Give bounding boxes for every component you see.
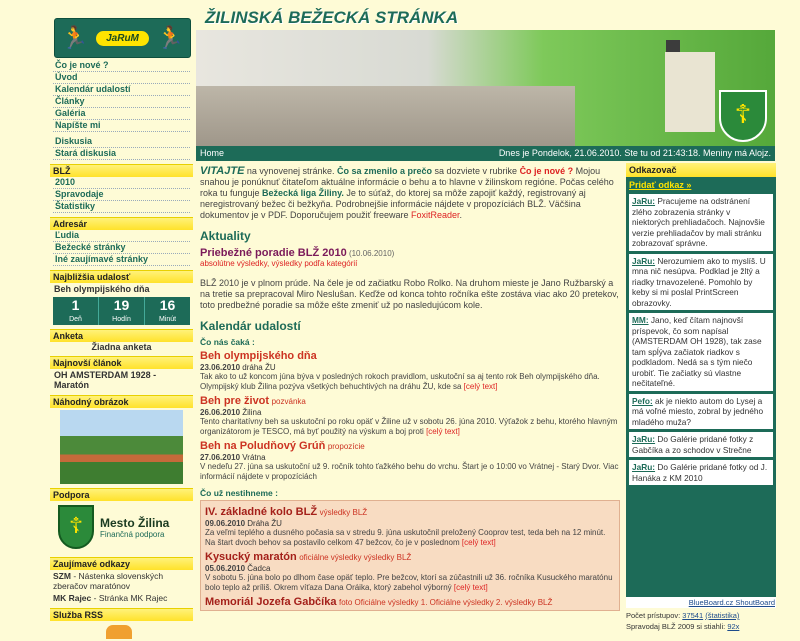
shoutboard xyxy=(626,177,776,597)
event-place: Dráha ŽU xyxy=(245,519,282,528)
event-tags[interactable]: pozvánka xyxy=(271,397,306,406)
event-body: Tak ako to už koncom júna býva v posledných rokoch pravidlom, uskutoční sa aj tento rok Beh olympijského dňa. Olympijský klub Žilina pozýva všetkých behuchtivých na dráhu ŽU, kde sa xyxy=(200,372,600,391)
link-mk-rajec-key: MK Rajec xyxy=(53,593,92,603)
nearest-event-header: Najbližšia udalosť xyxy=(50,270,193,283)
latest-article-link[interactable]: OH AMSTERDAM 1928 - Maratón xyxy=(54,370,157,390)
event-body: Tento charitatívny beh sa uskutoční po roku opäť v Žiline už v sobotu 26. júna 2010. Výťažok z behu, ktorého hlavným organizátorom je TESCO, má byť použitý na výskum a boj proti xyxy=(200,417,618,436)
random-image[interactable] xyxy=(60,410,183,484)
event-date: 27.06.2010 xyxy=(200,453,241,462)
event-item xyxy=(205,596,615,608)
nav-item-kalendar[interactable]: Kalendár udalostí xyxy=(53,84,190,96)
event-tags[interactable]: oficiálne výsledky výsledky BLŽ xyxy=(299,553,412,562)
shout-author[interactable]: JaRu: xyxy=(632,462,656,472)
news-body: BLŽ 2010 je v plnom prúde. Na čele je od začiatku Robo Rolko. Na druhom mieste je Jano Ružbarský a na tretie sa prepracoval Miro Nesluŝan. Keďže od konca tohto ročníka ešte zostáva viac ako 20 pretekov, toto predbežné poradie sa môže ešte zmeniť už po nasledujúcom kole. xyxy=(200,278,619,310)
intro-vitajte: VITAJTE xyxy=(200,166,245,177)
intro-t3: sa dozviete v rubrike xyxy=(432,166,520,176)
event-item xyxy=(200,395,620,437)
kalendar-heading: Kalendár udalostí xyxy=(200,319,301,333)
date-text: Dnes je Pondelok, 21.06.2010. Ste tu od 21:43:18. Meniny má Alojz. xyxy=(498,148,771,158)
stats-link[interactable]: (štatistika) xyxy=(705,611,740,620)
sponsor-zilina[interactable] xyxy=(50,501,193,553)
event-title[interactable]: Memoriál Jozefa Gabčíka xyxy=(205,596,337,608)
runner-icon: 🏃 xyxy=(61,25,89,50)
intro-t5: Mojou snahou je ponúknuť čitateľom aktuálne informácie o behu a to hlavne v žilinskom regióne. Počas celého roka tu funguje xyxy=(200,166,614,198)
event-item xyxy=(200,440,620,482)
event-item xyxy=(200,350,620,392)
shout-author[interactable]: Pefo: xyxy=(632,395,653,406)
event-item xyxy=(205,551,615,593)
shout-text: ak je niekto autom do Lysej a má voľné miesto, zobral by jedného mladého muža? xyxy=(632,395,764,427)
event-title[interactable]: IV. základné kolo BLŽ xyxy=(205,506,318,518)
event-body: V nedeľu 27. júna sa uskutoční už 9. ročník tohto ťažkého behu do vrchu. Štart je o 10:00 vo Vrátnej - Starý Dvor. Viac informácií nájdete v propozíciách xyxy=(200,462,619,481)
intro-whats-new-link[interactable]: Čo je nové ? xyxy=(519,166,574,176)
main-content xyxy=(200,166,620,641)
anketa-header: Anketa xyxy=(50,329,193,342)
event-more-link[interactable]: [celý text] xyxy=(461,538,496,547)
runners-photo xyxy=(196,86,575,146)
sponsor-name: Mesto Žilina xyxy=(100,515,170,530)
news-sub-links[interactable]: absolútne výsledky, výsledky podľa kategórií xyxy=(200,259,358,268)
logo-text: JaRuM xyxy=(96,31,149,46)
status-bar xyxy=(196,146,775,161)
shout-author[interactable]: JaRu: xyxy=(632,196,656,206)
event-more-link[interactable]: [celý text] xyxy=(463,382,498,391)
past-label: Čo už nestihneme : xyxy=(200,488,278,498)
intro-t7: Je to súťaž, do ktorej sa môže zapojiť každý, registrovaný aj neregistrovaný bežec či bežkyňa. Podrobnejšie informácie nájdete v propozíciách BLŽ. Väčšina dokumentov je v PDF. Doporučujem použiť freeware xyxy=(200,188,586,220)
shout-text: Do Galérie pridané fotky od J. Hanáka z KM 2010 xyxy=(632,462,768,483)
event-place: Čadca xyxy=(245,564,271,573)
shout-message xyxy=(629,194,773,251)
countdown-minutes-label: Minút xyxy=(158,316,177,323)
aktuality-heading: Aktuality xyxy=(200,229,251,243)
event-body: V sobotu 5. júna bolo po dlhom čase opäť teplo. Pre bežcov, ktorí sa zúčastnili už 36. ročníka Kusuckého maratónu bolo teplo až príliš. Okrem víťaza Dana Oráika, ktorý zabehol výborný xyxy=(205,573,613,592)
nav-item-galeria[interactable]: Galéria xyxy=(53,108,190,120)
shout-text: Jano, keď čítam najnovší príspevok, čo som napísal (AMSTERDAM OH 1928), tak zase tam spĺýva začiatok riadkov s podkladom. Nedá sa s tým niečo urobiť. Tie začiatky sú vlastne nečitateľné. xyxy=(632,315,762,388)
event-tags[interactable]: výsledky BLŽ xyxy=(319,508,368,517)
event-more-link[interactable]: [celý text] xyxy=(453,583,488,592)
left-sidebar xyxy=(50,14,193,641)
upcoming-events xyxy=(200,350,620,482)
intro-t9: . xyxy=(459,210,463,220)
shout-message xyxy=(629,313,773,391)
event-date: 26.06.2010 xyxy=(200,408,241,417)
event-date: 09.06.2010 xyxy=(205,519,246,528)
shout-message xyxy=(629,254,773,311)
news-date: (10.06.2010) xyxy=(346,249,395,258)
news-item xyxy=(200,247,620,311)
upcoming-label: Čo nás čaká : xyxy=(200,337,255,347)
link-mk-rajec[interactable] xyxy=(50,592,193,604)
event-item xyxy=(205,506,615,548)
countdown-hours: 19 xyxy=(113,297,130,313)
shout-message xyxy=(629,432,773,457)
rss-icon[interactable] xyxy=(106,625,132,639)
nav-item-bezecke-stranky[interactable]: Bežecké stránky xyxy=(53,242,190,254)
intro-t1: na vynovenej stránke. xyxy=(244,166,337,176)
event-place: dráha ŽU xyxy=(240,363,276,372)
event-more-link[interactable]: [celý text] xyxy=(426,427,460,436)
header-banner xyxy=(196,30,775,146)
nav-item-statistiky[interactable]: Štatistiky xyxy=(53,201,190,213)
countdown-days: 1 xyxy=(71,297,80,313)
event-body: Za veľmi teplého a dusného počasia sa v stredu 9. júna uskutočnil preložený Cooprov test, teda beh na 12 minút. Na štart dvoch behov sa postavilo celkom 47 bežcov, čo je v poslednom xyxy=(205,528,606,547)
right-sidebar xyxy=(626,163,776,641)
nav-item-2010[interactable]: 2010 xyxy=(53,177,190,189)
spravodaj-count[interactable]: 92x xyxy=(727,622,740,631)
podpora-header: Podpora xyxy=(50,488,193,501)
event-title[interactable]: Kysucký maratón xyxy=(205,551,297,563)
nav-item-uvod[interactable]: Úvod xyxy=(53,72,190,84)
nav-item-napiste[interactable]: Napíšte mi xyxy=(53,120,190,132)
shout-message xyxy=(629,394,773,430)
nav-item-clanky[interactable]: Články xyxy=(53,96,190,108)
countdown-days-label: Deň xyxy=(69,316,82,323)
spravodaj-label: Spravodaj BLŽ 2009 si stiahli: xyxy=(626,622,728,631)
event-title[interactable]: Beh pre život xyxy=(200,395,270,407)
link-mk-rajec-text: - Stránka MK Rajec xyxy=(91,593,168,603)
main-nav xyxy=(50,60,193,160)
event-place: Vrátna xyxy=(240,453,266,462)
shout-text: Pracujeme na odstránení zlého zobrazenia stránky v niektorých prehliadačoch. Najnovšie verzie prehliadačov by mali stránku zobrazovať správne. xyxy=(632,196,765,248)
visits-label: Počet prístupov: xyxy=(626,611,683,620)
shout-text: Do Galérie pridané fotky z Gabčíka a zo schodov v Strečne xyxy=(632,434,754,455)
shoutboard-footer[interactable]: BlueBoard.cz ShoutBoard xyxy=(626,597,776,608)
shout-author[interactable]: MM: xyxy=(632,315,649,325)
shout-text: Nerozumiem ako to myslíš. U mna nič nesúpva. Podklad je žltý a riadky trnavozelené. Pomohlo by keby si mi poslal PrintScreen obrazovky. xyxy=(632,255,766,308)
nav-item-stara-diskusia[interactable]: Stará diskusia xyxy=(53,148,190,160)
latest-article-header: Najnovší článok xyxy=(50,356,193,369)
event-tags[interactable]: foto Oficiálne výsledky 1. Oficiálne výsledky 2. výsledky BLŽ xyxy=(338,598,553,607)
site-logo[interactable] xyxy=(54,18,191,58)
add-message-link[interactable]: Pridať odkaz » xyxy=(629,180,692,190)
blz-header: BLŽ xyxy=(50,164,193,177)
event-date: 05.06.2010 xyxy=(205,564,246,573)
coat-of-arms-icon: ☦ xyxy=(719,90,767,142)
countdown xyxy=(53,297,190,325)
site-title: ŽILINSKÁ BEŽECKÁ STRÁNKA xyxy=(205,8,459,27)
link-szm-text: - Nástenka slovenských zberačov maratónov xyxy=(53,571,164,591)
intro-changes: Čo sa zmenilo a prečo xyxy=(336,166,433,176)
shout-author[interactable]: JaRu: xyxy=(632,255,656,266)
nav-item-novinky[interactable]: Čo je nové ? xyxy=(53,60,190,72)
runner-icon: 🏃 xyxy=(156,25,184,50)
nearest-event-title[interactable]: Beh olympijského dňa xyxy=(54,284,150,294)
random-image-header: Náhodný obrázok xyxy=(50,395,193,408)
event-date: 23.06.2010 xyxy=(200,363,241,372)
visits-count[interactable]: 37541 xyxy=(682,611,704,620)
church-graphic xyxy=(665,52,715,132)
nav-item-ludia[interactable]: Ľudia xyxy=(53,230,190,242)
nav-item-diskusia[interactable]: Diskusia xyxy=(53,136,190,148)
nav-item-ine-stranky[interactable]: Iné zaujímavé stránky xyxy=(53,254,190,266)
shout-message xyxy=(629,460,773,485)
nav-item-spravodaje[interactable]: Spravodaje xyxy=(53,189,190,201)
event-title[interactable]: Beh olympijského dňa xyxy=(200,350,317,362)
past-events xyxy=(200,500,620,611)
rss-header: Služba RSS xyxy=(50,608,193,621)
sponsor-sub: Finančná podpora xyxy=(100,529,165,539)
link-szm-key: SZM xyxy=(53,571,71,581)
coat-of-arms-icon: ☦ xyxy=(58,505,94,549)
news-title[interactable]: Priebežné poradie BLŽ 2010 xyxy=(200,247,347,259)
event-title[interactable]: Beh na Poludňový Grúň xyxy=(200,440,326,452)
home-link[interactable]: Home xyxy=(200,148,225,158)
intro-text xyxy=(200,166,620,221)
stats xyxy=(626,608,776,634)
link-szm[interactable] xyxy=(50,570,193,592)
adresar-header: Adresár xyxy=(50,217,193,230)
event-place: Žilina xyxy=(240,408,262,417)
countdown-minutes: 16 xyxy=(159,297,176,313)
shout-author[interactable]: JaRu: xyxy=(632,434,656,444)
intro-liga: Bežecká liga Žiliny. xyxy=(262,188,344,198)
countdown-hours-label: Hodín xyxy=(112,316,131,323)
anketa-text: Žiadna anketa xyxy=(91,342,152,352)
links-header: Zaujímavé odkazy xyxy=(50,557,193,570)
odkazovac-header: Odkazovač xyxy=(626,163,776,177)
event-tags[interactable]: propozície xyxy=(327,442,365,451)
foxit-link[interactable]: FoxitReader xyxy=(410,210,460,220)
